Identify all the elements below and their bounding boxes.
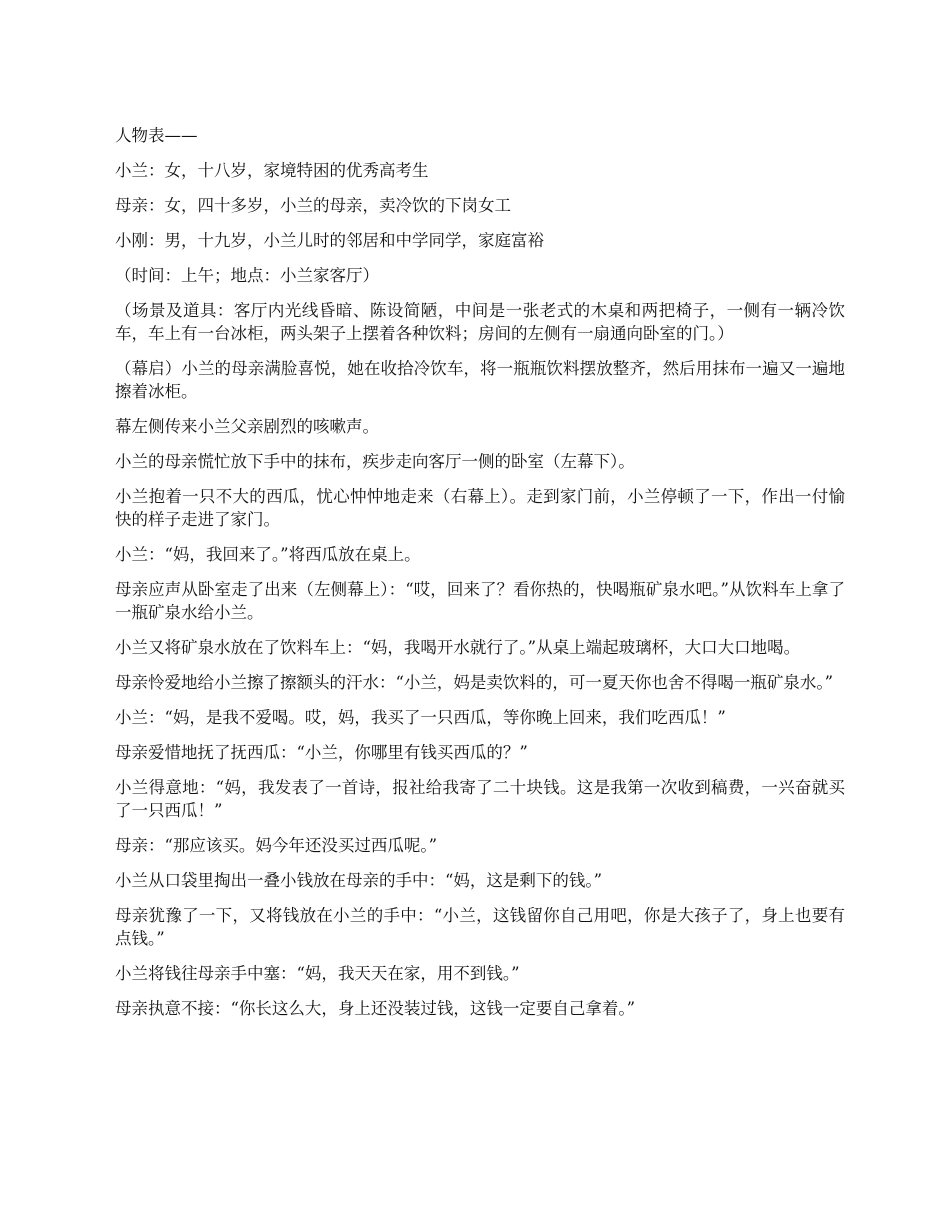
stage-direction: 小兰抱着一只不大的西瓜，忧心忡忡地走来（右幕上）。走到家门前，小兰停顿了一下，作出一付愉快的样子走进了家门。 <box>115 487 845 529</box>
dialogue-line: 母亲执意不接：“你长这么大，身上还没装过钱，这钱一定要自己拿着。” <box>115 999 636 1018</box>
time-place: （时间：上午；地点：小兰家客厅） <box>115 266 379 285</box>
dialogue-line: 小兰：“妈，是我不爱喝。哎，妈，我买了一只西瓜，等你晚上回来，我们吃西瓜！” <box>115 708 726 727</box>
curtain-rise: （幕启）小兰的母亲满脸喜悦，她在收拾冷饮车，将一瓶瓶饮料摆放整齐，然后用抹布一遍又一遍地擦着冰柜。 <box>115 359 845 401</box>
dialogue-line: 小兰又将矿泉水放在了饮料车上：“妈，我喝开水就行了。”从桌上端起玻璃杯，大口大口地喝。 <box>115 638 801 657</box>
stage-direction: 幕左侧传来小兰父亲剧烈的咳嗽声。 <box>115 417 379 436</box>
dialogue-line: 母亲爱惜地抚了抚西瓜：“小兰，你哪里有钱买西瓜的？” <box>115 743 528 762</box>
dialogue-line: 小兰得意地：“妈，我发表了一首诗，报社给我寄了二十块钱。这是我第一次收到稿费，一兴奋就买了一只西瓜！” <box>115 778 845 820</box>
scene-props: （场景及道具：客厅内光线昏暗、陈设简陋，中间是一张老式的木桌和两把椅子，一侧有一辆冷饮车，车上有一台冰柜，两头架子上摆着各种饮料；房间的左侧有一扇通向卧室的门。） <box>115 301 845 343</box>
dialogue-line: 小兰：“妈，我回来了。”将西瓜放在桌上。 <box>115 545 421 564</box>
dialogue-line: 母亲怜爱地给小兰擦了擦额头的汗水：“小兰，妈是卖饮料的，可一夏天你也舍不得喝一瓶矿泉水。” <box>115 673 834 692</box>
dialogue-line: 母亲犹豫了一下，又将钱放在小兰的手中：“小兰，这钱留你自己用吧，你是大孩子了，身上也要有点钱。” <box>115 906 845 948</box>
cast-list-heading: 人物表—— <box>115 126 198 145</box>
dialogue-line: 母亲应声从卧室走了出来（左侧幕上）：“哎，回来了？看你热的，快喝瓶矿泉水吧。”从饮料车上拿了一瓶矿泉水给小兰。 <box>115 580 845 622</box>
dialogue-line: 小兰从口袋里掏出一叠小钱放在母亲的手中：“妈，这是剩下的钱。” <box>115 871 603 890</box>
dialogue-line: 母亲：“那应该买。妈今年还没买过西瓜呢。” <box>115 836 438 855</box>
document-body <box>115 124 845 1032</box>
stage-direction: 小兰的母亲慌忙放下手中的抹布，疾步走向客厅一侧的卧室（左幕下）。 <box>115 452 635 471</box>
cast-xiaogang: 小刚：男，十九岁，小兰儿时的邻居和中学同学，家庭富裕 <box>115 231 544 250</box>
dialogue-line: 小兰将钱往母亲手中塞：“妈，我天天在家，用不到钱。” <box>115 964 520 983</box>
cast-mother: 母亲：女，四十多岁，小兰的母亲，卖冷饮的下岗女工 <box>115 196 511 215</box>
cast-xiaolan: 小兰：女，十八岁，家境特困的优秀高考生 <box>115 161 429 180</box>
